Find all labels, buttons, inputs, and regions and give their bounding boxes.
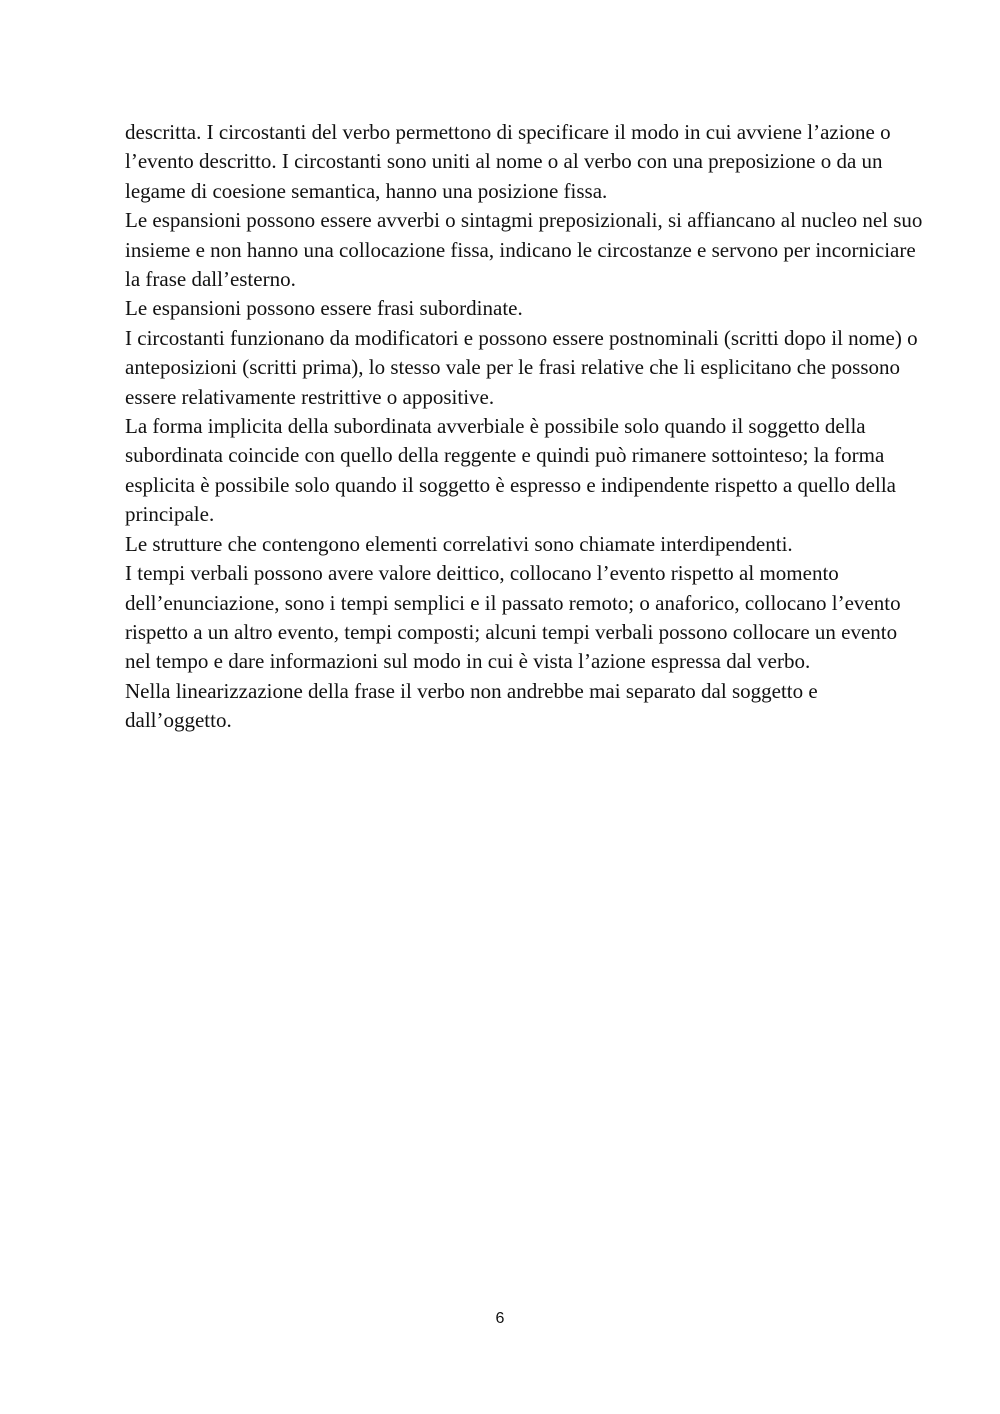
paragraph-espansioni-subordinate: Le espansioni possono essere frasi subordinate. [125,296,523,321]
paragraph-forma-implicita: La forma implicita della subordinata avverbiale è possibile solo quando il soggetto della subordinata coincide con quello della reggente e quindi può rimanere sottointeso; la forma esplicita è possibile solo quando il soggetto è espresso e indipendente rispetto a quello della principale. [125,414,896,527]
paragraph-circostanti-verbo: descritta. I circostanti del verbo permettono di specificare il modo in cui avviene l’azione o l’evento descritto. I circostanti sono uniti al nome o al verbo con una preposizione o da un legame di coesione semantica, hanno una posizione fissa. [125,120,891,203]
page-number: 6 [495,1310,505,1327]
body-text [125,118,925,736]
paragraph-circostanti-modificatori: I circostanti funzionano da modificatori e possono essere postnominali (scritti dopo il nome) o anteposizioni (scritti prima), lo stesso vale per le frasi relative che li esplicitano che possono essere relativamente restrittive o appositive. [125,325,918,409]
paragraph-linearizzazione: Nella linearizzazione della frase il verbo non andrebbe mai separato dal soggetto e dall’oggetto. [125,678,818,733]
paragraph-tempi-verbali: I tempi verbali possono avere valore deittico, collocano l’evento rispetto al momento dell’enunciazione, sono i tempi semplici e il passato remoto; o anaforico, collocano l’evento rispetto a un altro evento, tempi composti; alcuni tempi verbali possono collocare un evento nel tempo e dare informazioni sul modo in cui è vista l’azione espressa dal verbo. [125,561,901,674]
paragraph-espansioni-avverbi: Le espansioni possono essere avverbi o sintagmi preposizionali, si affiancano al nucleo nel suo insieme e non hanno una collocazione fissa, indicano le circostanze e servono per incorniciare la frase dall’esterno. [125,208,923,292]
paragraph-strutture-correlative: Le strutture che contengono elementi correlativi sono chiamate interdipendenti. [125,531,793,556]
